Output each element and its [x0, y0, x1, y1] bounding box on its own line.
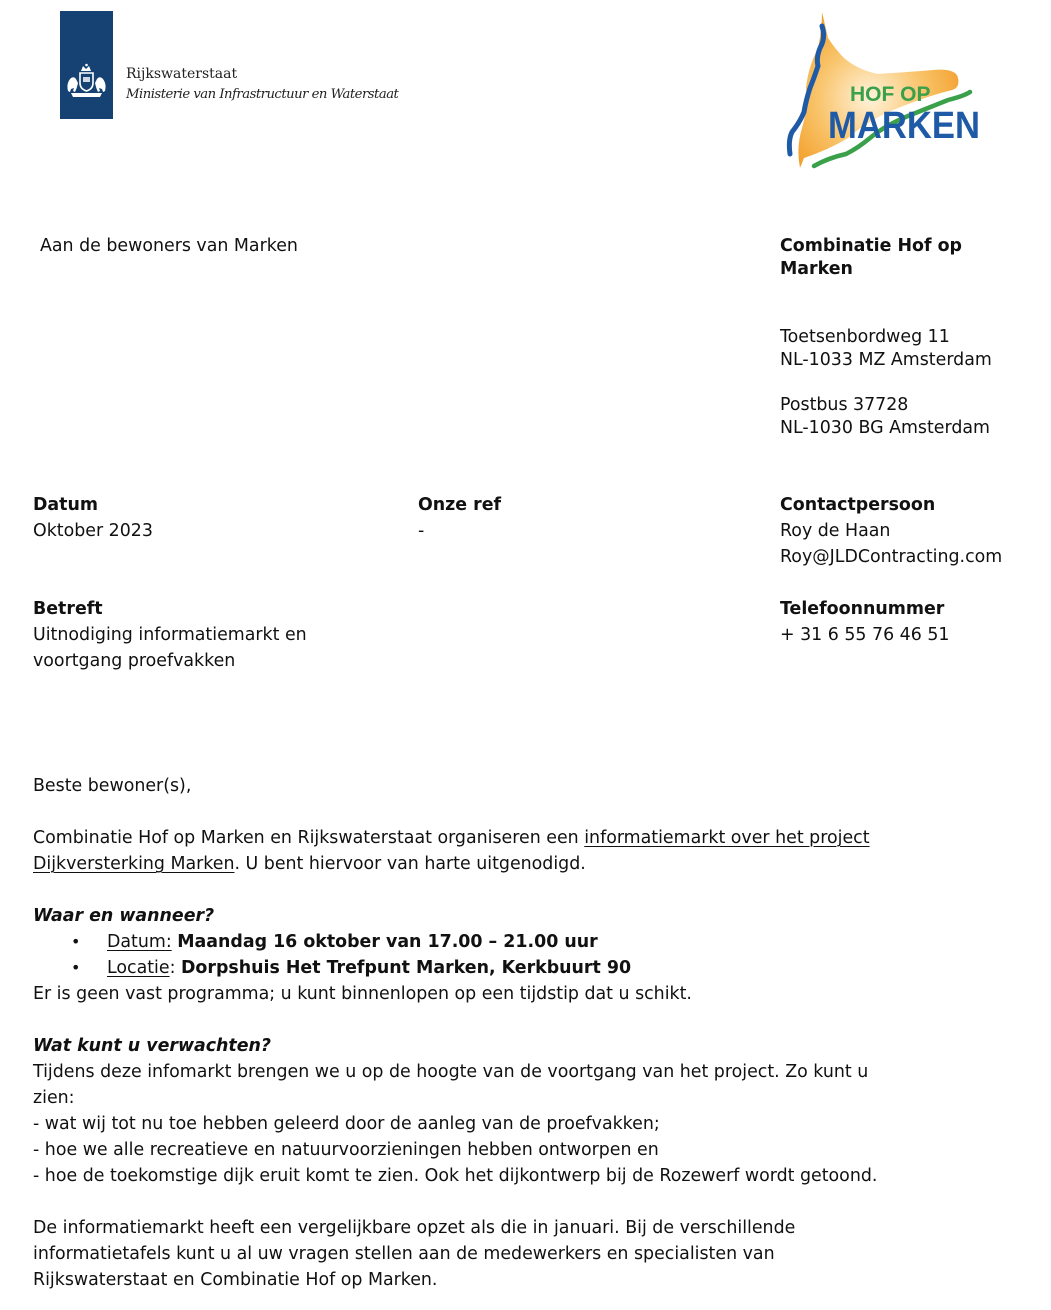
- logo-text-hof-op: HOF OP: [850, 83, 931, 106]
- betreft-line2: voortgang proefvakken: [33, 651, 236, 671]
- intro-text: Combinatie Hof op Marken en Rijkswaterstaat organiseren een: [33, 828, 585, 848]
- bullet-separator: :: [169, 958, 181, 978]
- closing-line3: Rijkswaterstaat en Combinatie Hof op Marken.: [33, 1270, 438, 1290]
- ref-value: -: [418, 521, 425, 541]
- contact-name: Roy de Haan: [780, 521, 891, 541]
- sender-name-line1: Combinatie Hof op: [780, 236, 962, 256]
- phone-value: + 31 6 55 76 46 51: [780, 625, 950, 645]
- project-link-continued[interactable]: Dijkversterking Marken: [33, 854, 235, 874]
- datum-field: [33, 492, 153, 544]
- addressee: Aan de bewoners van Marken: [40, 236, 298, 256]
- ref-field: [418, 492, 501, 544]
- sender-postbus: [780, 394, 990, 440]
- rijkswaterstaat-name: Rijkswaterstaat: [126, 66, 238, 82]
- sender-postal-city: NL-1033 MZ Amsterdam: [780, 350, 992, 370]
- greeting: Beste bewoner(s),: [33, 776, 192, 796]
- expect-item: - hoe de toekomstige dijk eruit komt te zien. Ook het dijkontwerp bij de Rozewerf wordt getoond.: [33, 1166, 878, 1186]
- closing-line1: De informatiemarkt heeft een vergelijkbare opzet als die in januari. Bij de verschillende: [33, 1218, 796, 1238]
- ref-label: Onze ref: [418, 495, 502, 515]
- contact-email[interactable]: Roy@JLDContracting.com: [780, 547, 1003, 567]
- datum-label: Datum: [33, 495, 98, 515]
- betreft-field: [33, 596, 307, 674]
- logo-text-marken: MARKEN: [828, 105, 980, 147]
- sender-postbus-city: NL-1030 BG Amsterdam: [780, 418, 990, 438]
- ministry-name: Ministerie van Infrastructuur en Waterstaat: [126, 87, 399, 102]
- sender-address: [780, 326, 992, 372]
- sender-name-line2: Marken: [780, 259, 853, 279]
- bullet-icon: •: [71, 958, 81, 977]
- bullet-icon: •: [71, 932, 81, 951]
- bullet-date-label: Datum:: [107, 932, 172, 952]
- contact-field: [780, 492, 1002, 570]
- no-program-text: Er is geen vast programma; u kunt binnenlopen op een tijdstip dat u schikt.: [33, 984, 692, 1004]
- phone-label: Telefoonnummer: [780, 599, 945, 619]
- bullet-location-label: Locatie: [107, 958, 170, 978]
- betreft-line1: Uitnodiging informatiemarkt en: [33, 625, 307, 645]
- expect-item: - wat wij tot nu toe hebben geleerd door de aanleg van de proefvakken;: [33, 1114, 660, 1134]
- expect-line1: Tijdens deze infomarkt brengen we u op de hoogte van de voortgang van het project. Zo kunt u: [33, 1062, 869, 1082]
- sender-street: Toetsenbordweg 11: [780, 327, 950, 347]
- rijkswaterstaat-emblem-bar: [60, 11, 113, 119]
- bullet-date: [33, 929, 877, 955]
- royal-coat-of-arms-icon: [60, 11, 113, 119]
- datum-value: Oktober 2023: [33, 521, 153, 541]
- contact-label: Contactpersoon: [780, 495, 936, 515]
- expect-item: - hoe we alle recreatieve en natuurvoorzieningen hebben ontworpen en: [33, 1140, 659, 1160]
- where-heading: Waar en wanneer?: [33, 906, 215, 926]
- intro-text-end: . U bent hiervoor van harte uitgenodigd.: [234, 854, 586, 874]
- letter-body: [33, 773, 877, 1293]
- intro-paragraph: [33, 825, 877, 877]
- bullet-location: [33, 955, 877, 981]
- phone-field: [780, 596, 949, 648]
- expect-heading: Wat kunt u verwachten?: [33, 1036, 272, 1056]
- hof-op-marken-logo: [778, 8, 983, 173]
- bullet-date-value: Maandag 16 oktober van 17.00 – 21.00 uur: [177, 932, 598, 952]
- project-link[interactable]: informatiemarkt over het project: [584, 828, 870, 848]
- bullet-location-value: Dorpshuis Het Trefpunt Marken, Kerkbuurt 90: [180, 958, 632, 978]
- sender-block: [780, 235, 962, 281]
- closing-line2: informatietafels kunt u al uw vragen stellen aan de medewerkers en specialisten van: [33, 1244, 775, 1264]
- sender-postbus-number: Postbus 37728: [780, 395, 909, 415]
- expect-line2: zien:: [33, 1088, 75, 1108]
- betreft-label: Betreft: [33, 599, 103, 619]
